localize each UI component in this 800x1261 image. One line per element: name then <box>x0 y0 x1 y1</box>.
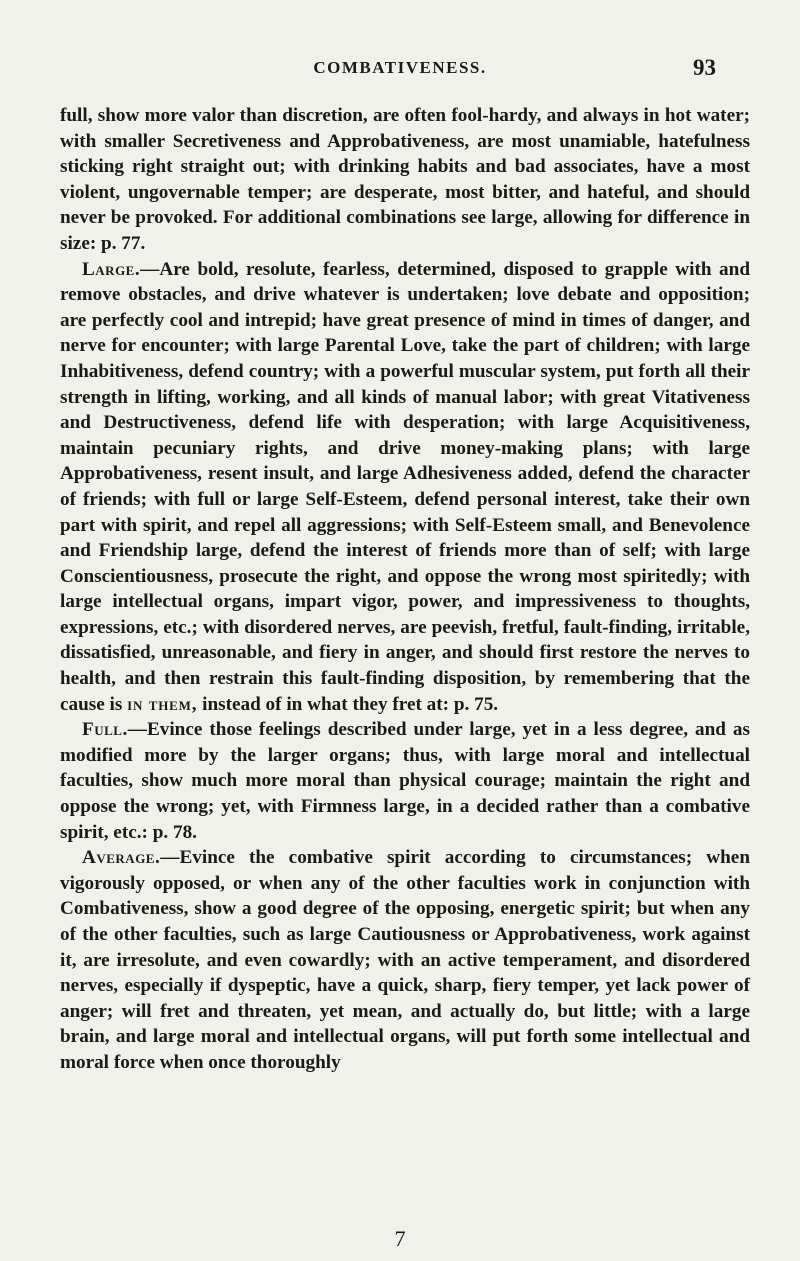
signature-mark: 7 <box>394 1226 406 1251</box>
paragraph-full-text: —Evince those feelings described under large, yet in a less degree, and as modified more by the larger organs; thus, with large moral and intellectual faculties, show much more moral than physical courage; maintain the right and oppose the wrong; yet, with Firmness large, in a decided rather than a combative spirit, etc.: p. 78. <box>60 719 750 843</box>
paragraph-average-text: —Evince the combative spirit according to circumstances; when vigorously opposed, or when any of the other faculties work in conjunction with Combativeness, show a good degree of the opposing, energetic spirit; but when any of the other faculties, such as large Cautiousness or Approbativeness, work against it, are irresolute, and even cowardly; with an active temperament, and disordered nerves, especially if dyspeptic, have a quick, sharp, fiery temper, yet lack power of anger; will fret and threaten, yet mean, and actually do, but little; with a large brain, and large moral and intellectual organs, will put forth some intellectual and moral force when once thoroughly <box>60 847 750 1073</box>
paragraph-large-text-1: —Are bold, resolute, fearless, determined, disposed to grapple with and remove obstacles, and drive whatever is undertaken; love debate and opposition; are perfectly cool and intrepid; have great presence of mind in times of danger, and nerve for encounter; with large Parental Love, take the part of children; with large Inhabitiveness, defend country; with a powerful muscular system, put forth all their strength in lifting, working, and all kinds of manual labor; with great Vitativeness and Destructiveness, defend life with desperation; with large Acquisitiveness, maintain pecuniary rights, and drive money-making plans; with large Approbativeness, resent insult, and large Adhesiveness added, defend the character of friends; with full or large Self-Esteem, defend personal interest, take their own part with spirit, and repel all aggressions; with Self-Esteem small, and Benevolence and Friendship large, defend the interest of friends more than of self; with large Conscientiousness, prosecute the right, and oppose the wrong most spiritedly; with large intellectual organs, impart vigor, power, and impressiveness to thoughts, expressions, etc.; with disordered nerves, are peevish, fretful, fault-finding, irritable, dissatisfied, unreasonable, and fiery in anger, and should first restore the nerves to health, and then restrain this fault-finding disposition, by remembering that the cause is <box>60 258 750 715</box>
section-lead-average: Average. <box>82 847 161 869</box>
paragraph-large-text-2: instead of in what they fret at: p. 75. <box>202 693 499 715</box>
body-text <box>60 103 750 1076</box>
paragraph-continuation: full, show more valor than discretion, are often fool-hardy, and always in hot water; with smaller Secretiveness and Approbativeness, are most unamiable, hatefulness sticking right straight out; with drinking habits and bad associates, have a most violent, ungovernable temper; are desperate, most bitter, and hateful, and should never be provoked. For additional combinations see large, allowing for difference in size: p. 77. <box>60 105 750 254</box>
running-head <box>0 55 800 82</box>
emphasis-in-them: in them, <box>127 693 198 715</box>
running-title: COMBATIVENESS. <box>313 58 487 77</box>
paragraph-full <box>60 717 750 845</box>
section-lead-large: Large. <box>82 258 141 280</box>
paragraph-average <box>60 845 750 1075</box>
section-lead-full: Full. <box>82 719 128 741</box>
page-number: 93 <box>693 55 716 80</box>
paragraph-large <box>60 257 750 718</box>
